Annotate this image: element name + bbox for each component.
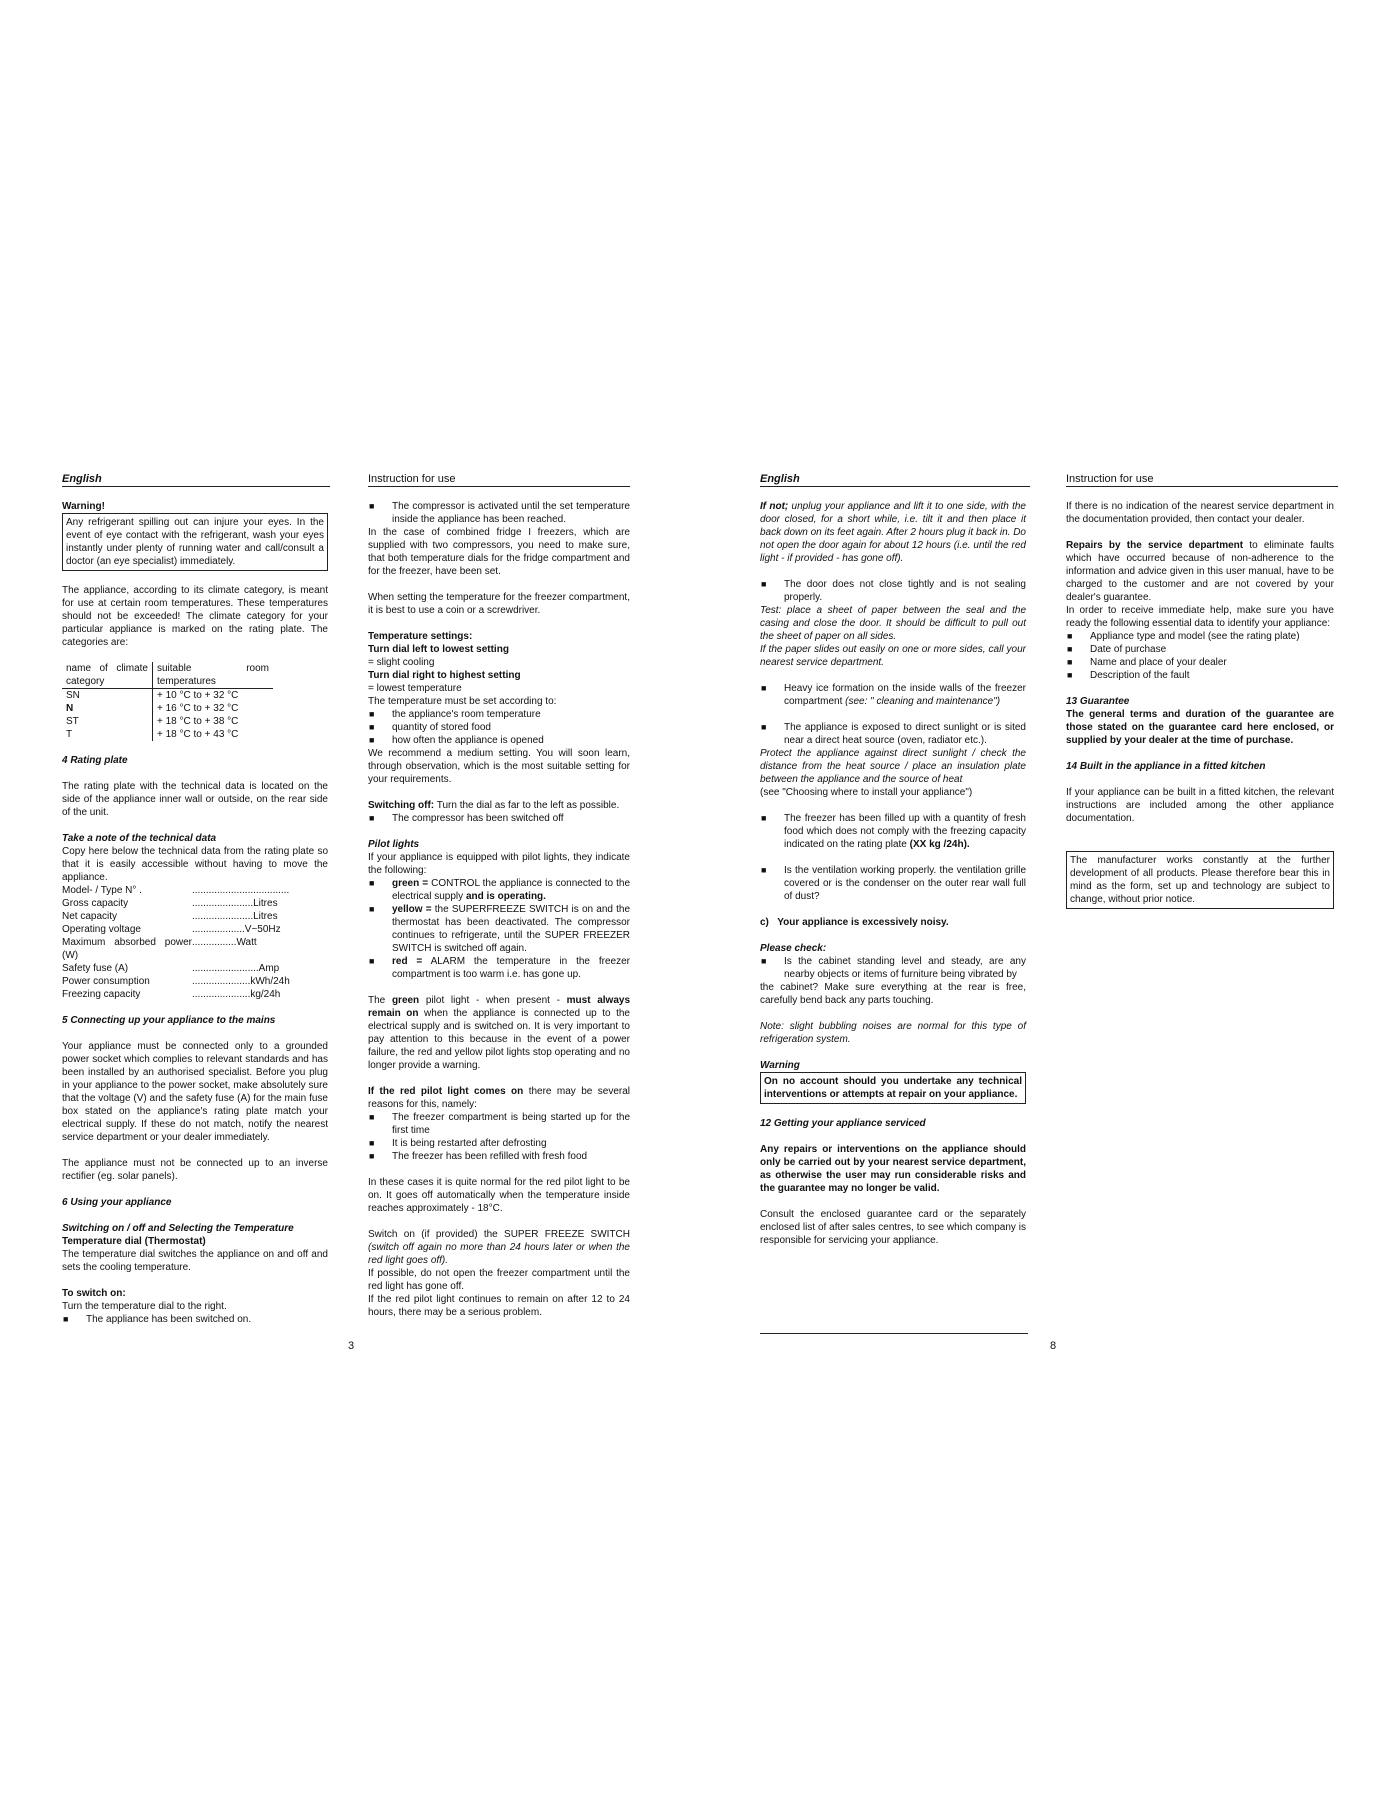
climate-temp: + 16 °C to + 32 °C: [153, 702, 274, 715]
climate-temp: + 18 °C to + 38 °C: [153, 715, 274, 728]
sun-bullet: ■ The appliance is exposed to direct sunlight or is sited near a direct heat source (oven, radiator etc.).: [760, 721, 1026, 747]
protect-text: Protect the appliance against direct sunlight / check the distance from the heat source / place an insulation plate between the appliance and the source of heat: [760, 748, 1026, 785]
red-on-text: If the red pilot light comes on there may be several reasons for this, namely:: [368, 1086, 630, 1110]
list-item: ■ quantity of stored food: [368, 721, 630, 734]
section-14-text: If your appliance can be built in a fitted kitchen, the relevant instructions are included among the other appliance documentation.: [1066, 787, 1334, 824]
climate-cat: T: [66, 729, 73, 740]
spec-row: Maximum absorbed power (W) ................Watt: [62, 937, 257, 961]
temperature-dial-title: Temperature dial (Thermostat): [62, 1236, 206, 1247]
left-setting: Turn dial left to lowest setting: [368, 644, 509, 655]
section-6-subtitle: Switching on / off and Selecting the Temperature: [62, 1223, 294, 1234]
warning-box: Any refrigerant spilling out can injure your eyes. In the event of eye contact with the refrigerant, wash your eyes instantly under plenty of running water and call/consult a doctor (an eye specialist) immediately.: [62, 513, 328, 571]
page1-right-header: Instruction for use: [368, 473, 456, 485]
climate-cat: ST: [66, 716, 79, 727]
set-according: The temperature must be set according to:: [368, 696, 557, 707]
warning-title-2: Warning: [760, 1060, 800, 1071]
climate-cat: N: [66, 703, 74, 714]
page2-right-header: Instruction for use: [1066, 473, 1154, 485]
list-item: ■ how often the appliance is opened: [368, 734, 630, 747]
section-12-bold: Any repairs or interventions on the appliance should only be carried out by your nearest service department, as otherwise the user may run considerable risks and the guarantee may no longer be valid.: [760, 1144, 1026, 1194]
page1-right-header-rule: [368, 486, 630, 487]
warning-title: Warning!: [62, 501, 105, 512]
slides-text: If the paper slides out easily on one or more sides, call your nearest service department.: [760, 644, 1026, 668]
pilot-lights-intro: If your appliance is equipped with pilot lights, they indicate the following:: [368, 852, 630, 876]
page2-right-header-rule: [1066, 486, 1338, 487]
list-item: ■ Name and place of your dealer: [1066, 656, 1334, 669]
page2-left-header-rule: [760, 486, 1030, 487]
section-6-text: The temperature dial switches the appliance on and off and sets the cooling temperature.: [62, 1249, 328, 1273]
set-bullets: [368, 708, 630, 747]
serious-text: If the red pilot light continues to remain on after 12 to 24 hours, there may be a serious problem.: [368, 1294, 630, 1318]
page1-left-column: [62, 500, 328, 1326]
note-text: Note: slight bubbling noises are normal for this type of refrigeration system.: [760, 1021, 1026, 1045]
page-number-8: 8: [1050, 1340, 1057, 1352]
climate-row: [62, 728, 273, 741]
page2-left-column: [760, 500, 1026, 1260]
switch-on-title: To switch on:: [62, 1288, 126, 1299]
noisy-heading: c) Your appliance is excessively noisy.: [760, 917, 949, 928]
coin-text: When setting the temperature for the freezer compartment, it is best to use a coin or a screwdriver.: [368, 592, 630, 616]
climate-row: [62, 702, 273, 715]
data-bullets: [1066, 630, 1334, 682]
repairs-text: Repairs by the service department to eliminate faults which have occurred because of non-adherence to the information and advice given in this user manual, have to be charged to the customer and are not covered by your dealer's guarantee.: [1066, 540, 1334, 603]
section-14-title: 14 Built in the appliance in a fitted kitchen: [1066, 761, 1266, 772]
list-item: ■ It is being restarted after defrosting: [368, 1137, 630, 1150]
spec-row: Model- / Type N° . ...................................: [62, 885, 290, 896]
switch-off: Switching off: Turn the dial as far to the left as possible.: [368, 800, 620, 811]
vent-bullet: ■ Is the ventilation working properly. the ventilation grille covered or is the condenser on the outer rear wall full of dust?: [760, 864, 1026, 903]
cabinet-text: the cabinet? Make sure everything at the rear is free, carefully bend back any parts touching.: [760, 982, 1026, 1006]
switch-off-bullet: ■ The compressor has been switched off: [368, 812, 630, 825]
slight-cooling: = slight cooling: [368, 657, 435, 668]
section-13-text: The general terms and duration of the guarantee are those stated on the guarantee card here enclosed, or supplied by your dealer at the time of purchase.: [1066, 709, 1334, 746]
pilot-lights-title: Pilot lights: [368, 839, 420, 850]
filled-bullet: ■ The freezer has been filled up with a quantity of fresh food which does not comply with the freezing capacity indicated on the rating plate (XX kg /24h).: [760, 812, 1026, 851]
section-12-title: 12 Getting your appliance serviced: [760, 1118, 926, 1129]
pilot-yellow: ■ yellow = the SUPERFREEZE SWITCH is on and the thermostat has been deactivated. The compressor continues to refrigerate, until the SUPER FREEZER SWITCH is switched off again.: [368, 903, 630, 955]
list-item: ■ Appliance type and model (see the rating plate): [1066, 630, 1334, 643]
page1-left-header-rule: [62, 486, 330, 487]
climate-temp: + 18 °C to + 43 °C: [153, 728, 274, 741]
spec-list: [62, 884, 328, 1001]
list-item: ■ Date of purchase: [1066, 643, 1334, 656]
page2-left-header: English: [760, 473, 800, 485]
section-6-title: 6 Using your appliance: [62, 1197, 172, 1208]
section-4-title: 4 Rating plate: [62, 755, 128, 766]
page1-left-header: English: [62, 473, 102, 485]
list-item: ■ The freezer has been refilled with fresh food: [368, 1150, 630, 1163]
door-bullet: ■ The door does not close tightly and is not sealing properly.: [760, 578, 1026, 604]
climate-temp: + 10 °C to + 32 °C: [153, 689, 274, 703]
right-setting: Turn dial right to highest setting: [368, 670, 521, 681]
help-text: In order to receive immediate help, make sure you have ready the following essential data to identify your appliance:: [1066, 605, 1334, 629]
check-bullet: ■ Is the cabinet standing level and steady, are any nearby objects or items of furniture being vibrated by: [760, 955, 1026, 981]
recommend-text: We recommend a medium setting. You will soon learn, through observation, which is the most suitable setting for your requirements.: [368, 748, 630, 785]
compressor-bullet: ■ The compressor is activated until the set temperature inside the appliance has been reached.: [368, 500, 630, 526]
climate-row: [62, 715, 273, 728]
section-5-text-1: Your appliance must be connected only to a grounded power socket which complies to relevant standards and has been installed by an authorised specialist. Before you plug in your appliance to the power socket, make absolutely sure that the voltage (V) and the safety fuse (A) for the main fuse box stated on the appliance's rating plate match your electrical supply. If these do not match, notify the nearest service department or your dealer immediately.: [62, 1041, 328, 1143]
pilot-bullets: [368, 877, 630, 981]
list-item: ■ Description of the fault: [1066, 669, 1334, 682]
notice-box: The manufacturer works constantly at the further development of all products. Please therefore bear this in mind as the form, set up and technology are subject to change, without prior notice.: [1066, 851, 1334, 909]
switch-on-bullet: ■ The appliance has been switched on.: [62, 1313, 328, 1326]
if-not-text: If not; unplug your appliance and lift it to one side, with the door closed, for a short while, i.e. tilt it and then place it back down on its feet again. After 2 hours plug it back in. Do not open the door again for about 12 hours (i.e. until the red light - if provided - has gone off).: [760, 501, 1026, 564]
ice-bullet: ■ Heavy ice formation on the inside walls of the freezer compartment (see: " cleaning and maintenance"): [760, 682, 1026, 708]
green-pilot-text: The green pilot light - when present - must always remain on when the appliance is connected up to the electrical supply and is switched on. It is very important to pay attention to this because in the event of a power failure, the red and yellow pilot lights stop operating and no longer provide a warning.: [368, 995, 631, 1071]
pilot-green: ■ green = CONTROL the appliance is connected to the electrical supply and is operating.: [368, 877, 630, 903]
superfreeze-text: Switch on (if provided) the SUPER FREEZE SWITCH (switch off again no more than 24 hours later or when the red light goes off).: [368, 1229, 630, 1266]
pilot-red: ■ red = ALARM the temperature in the freezer compartment is too warm i.e. has gone up.: [368, 955, 630, 981]
switch-on-text: Turn the temperature dial to the right.: [62, 1301, 227, 1312]
spec-row: Safety fuse (A) ........................Amp: [62, 963, 280, 974]
climate-table: [62, 662, 273, 741]
red-bullets: [368, 1111, 630, 1163]
spec-row: Gross capacity ......................Litres: [62, 898, 278, 909]
spec-row: Freezing capacity .....................kg/24h: [62, 989, 281, 1000]
page2-right-column: [1066, 500, 1334, 922]
climate-row: [62, 689, 273, 703]
lowest-temp: = lowest temperature: [368, 683, 462, 694]
see-choosing: (see "Choosing where to install your appliance"): [760, 787, 973, 798]
page-number-3: 3: [348, 1340, 355, 1352]
no-indication-text: If there is no indication of the nearest service department in the documentation provided, then contact your dealer.: [1066, 501, 1334, 525]
page2-left-footer-rule: [760, 1333, 1028, 1334]
tech-data-title: Take a note of the technical data: [62, 833, 217, 844]
combined-fridge-text: In the case of combined fridge I freezers, which are supplied with two compressors, you need to make sure, that both temperature dials for the fridge compartment and for the freezer, have been set.: [368, 527, 630, 577]
climate-table-header-category: name of climate category: [62, 662, 153, 689]
climate-intro: The appliance, according to its climate category, is meant for use at certain room temperatures. These temperatures should not be exceeded! The climate category for your particular appliance is marked on the rating plate. The categories are:: [62, 585, 328, 648]
spec-row: Operating voltage ...................V~50Hz: [62, 924, 281, 935]
temp-settings-title: Temperature settings:: [368, 631, 473, 642]
check-title: Please check:: [760, 943, 827, 954]
section-12-text: Consult the enclosed guarantee card or the separately enclosed list of after sales centres, to see which company is responsible for servicing your appliance.: [760, 1209, 1026, 1246]
climate-cat: SN: [66, 690, 80, 701]
climate-table-header-temp: suitable room temperatures: [153, 662, 274, 689]
warning-box-2: On no account should you undertake any technical interventions or attempts at repair on your appliance.: [760, 1072, 1026, 1104]
spec-row: Net capacity ......................Litres: [62, 911, 278, 922]
section-5-title: 5 Connecting up your appliance to the mains: [62, 1015, 276, 1026]
page1-right-column: [368, 500, 630, 1319]
spec-row: Power consumption .....................kWh/24h: [62, 976, 290, 987]
list-item: ■ the appliance's room temperature: [368, 708, 630, 721]
section-13-title: 13 Guarantee: [1066, 696, 1130, 707]
test-text: Test: place a sheet of paper between the seal and the casing and close the door. It should be difficult to pull out the sheet of paper on all sides.: [760, 605, 1026, 642]
tech-data-text: Copy here below the technical data from the rating plate so that it is easily accessible without having to move the appliance.: [62, 846, 328, 883]
section-5-text-2: The appliance must not be connected up to an inverse rectifier (eg. solar panels).: [62, 1158, 328, 1182]
section-4-text: The rating plate with the technical data is located on the side of the appliance inner wall or outside, on the rear side of the unit.: [62, 781, 328, 818]
list-item: ■ The freezer compartment is being started up for the first time: [368, 1111, 630, 1137]
normal-text: In these cases it is quite normal for the red pilot light to be on. It goes off automatically when the temperature inside reaches approximately - 18°C.: [368, 1177, 630, 1214]
freezer-open-text: If possible, do not open the freezer compartment until the red light has gone off.: [368, 1268, 630, 1292]
